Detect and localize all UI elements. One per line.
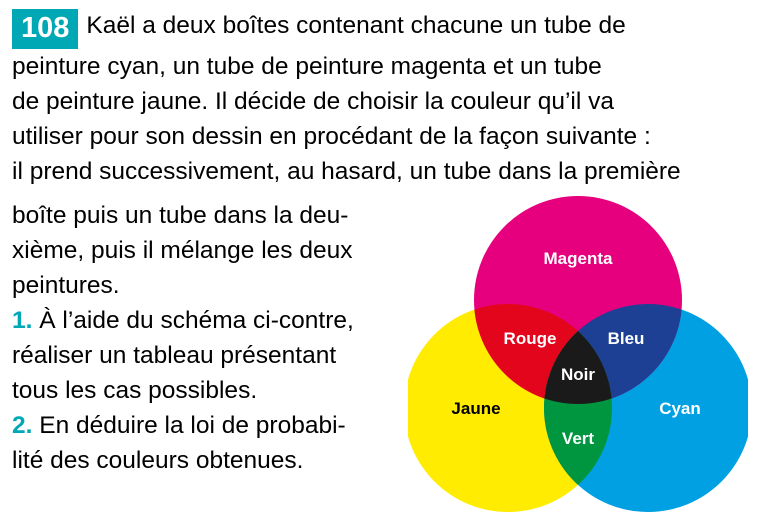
statement-line-3: de peinture jaune. Il décide de choisir la couleur qu’il va <box>12 88 614 115</box>
label-bleu: Bleu <box>607 329 645 348</box>
label-vert: Vert <box>561 429 595 448</box>
label-rouge: Rouge <box>503 329 557 348</box>
exercise-left-column <box>12 198 432 478</box>
wrapped-line-1: boîte puis un tube dans la deu- <box>12 202 349 229</box>
question-2-line-2: lité des couleurs obtenues. <box>12 447 304 474</box>
statement-line-4: utiliser pour son dessin en procédant de la façon suivante : <box>12 123 651 150</box>
venn-svg <box>408 196 748 516</box>
label-jaune: Jaune <box>451 399 501 418</box>
wrapped-line-2: xième, puis il mélange les deux <box>12 237 353 264</box>
exercise-statement <box>12 8 752 189</box>
label-magenta: Magenta <box>543 249 613 268</box>
statement-line-1-text: Kaël a deux boîtes contenant chacune un tube de <box>86 12 626 39</box>
question-1-line-1 <box>12 303 432 338</box>
question-2-line-1 <box>12 408 432 443</box>
statement-line-2: peinture cyan, un tube de peinture magenta et un tube <box>12 53 602 80</box>
label-cyan: Cyan <box>659 399 701 418</box>
question-2-text-1: En déduire la loi de probabi- <box>32 412 346 439</box>
question-1-text-1: À l’aide du schéma ci-contre, <box>32 307 354 334</box>
label-noir: Noir <box>561 365 595 384</box>
question-1-line-2: réaliser un tableau présentant <box>12 342 337 369</box>
statement-line-5: il prend successivement, au hasard, un tube dans la première <box>12 158 681 185</box>
wrapped-line-3: peintures. <box>12 272 120 299</box>
question-1-number: 1. <box>12 307 33 334</box>
question-2-number: 2. <box>12 412 33 439</box>
venn-diagram <box>408 196 748 516</box>
statement-line-1 <box>12 8 752 49</box>
exercise-number-badge: 108 <box>12 9 78 49</box>
question-1-line-3: tous les cas possibles. <box>12 377 258 404</box>
